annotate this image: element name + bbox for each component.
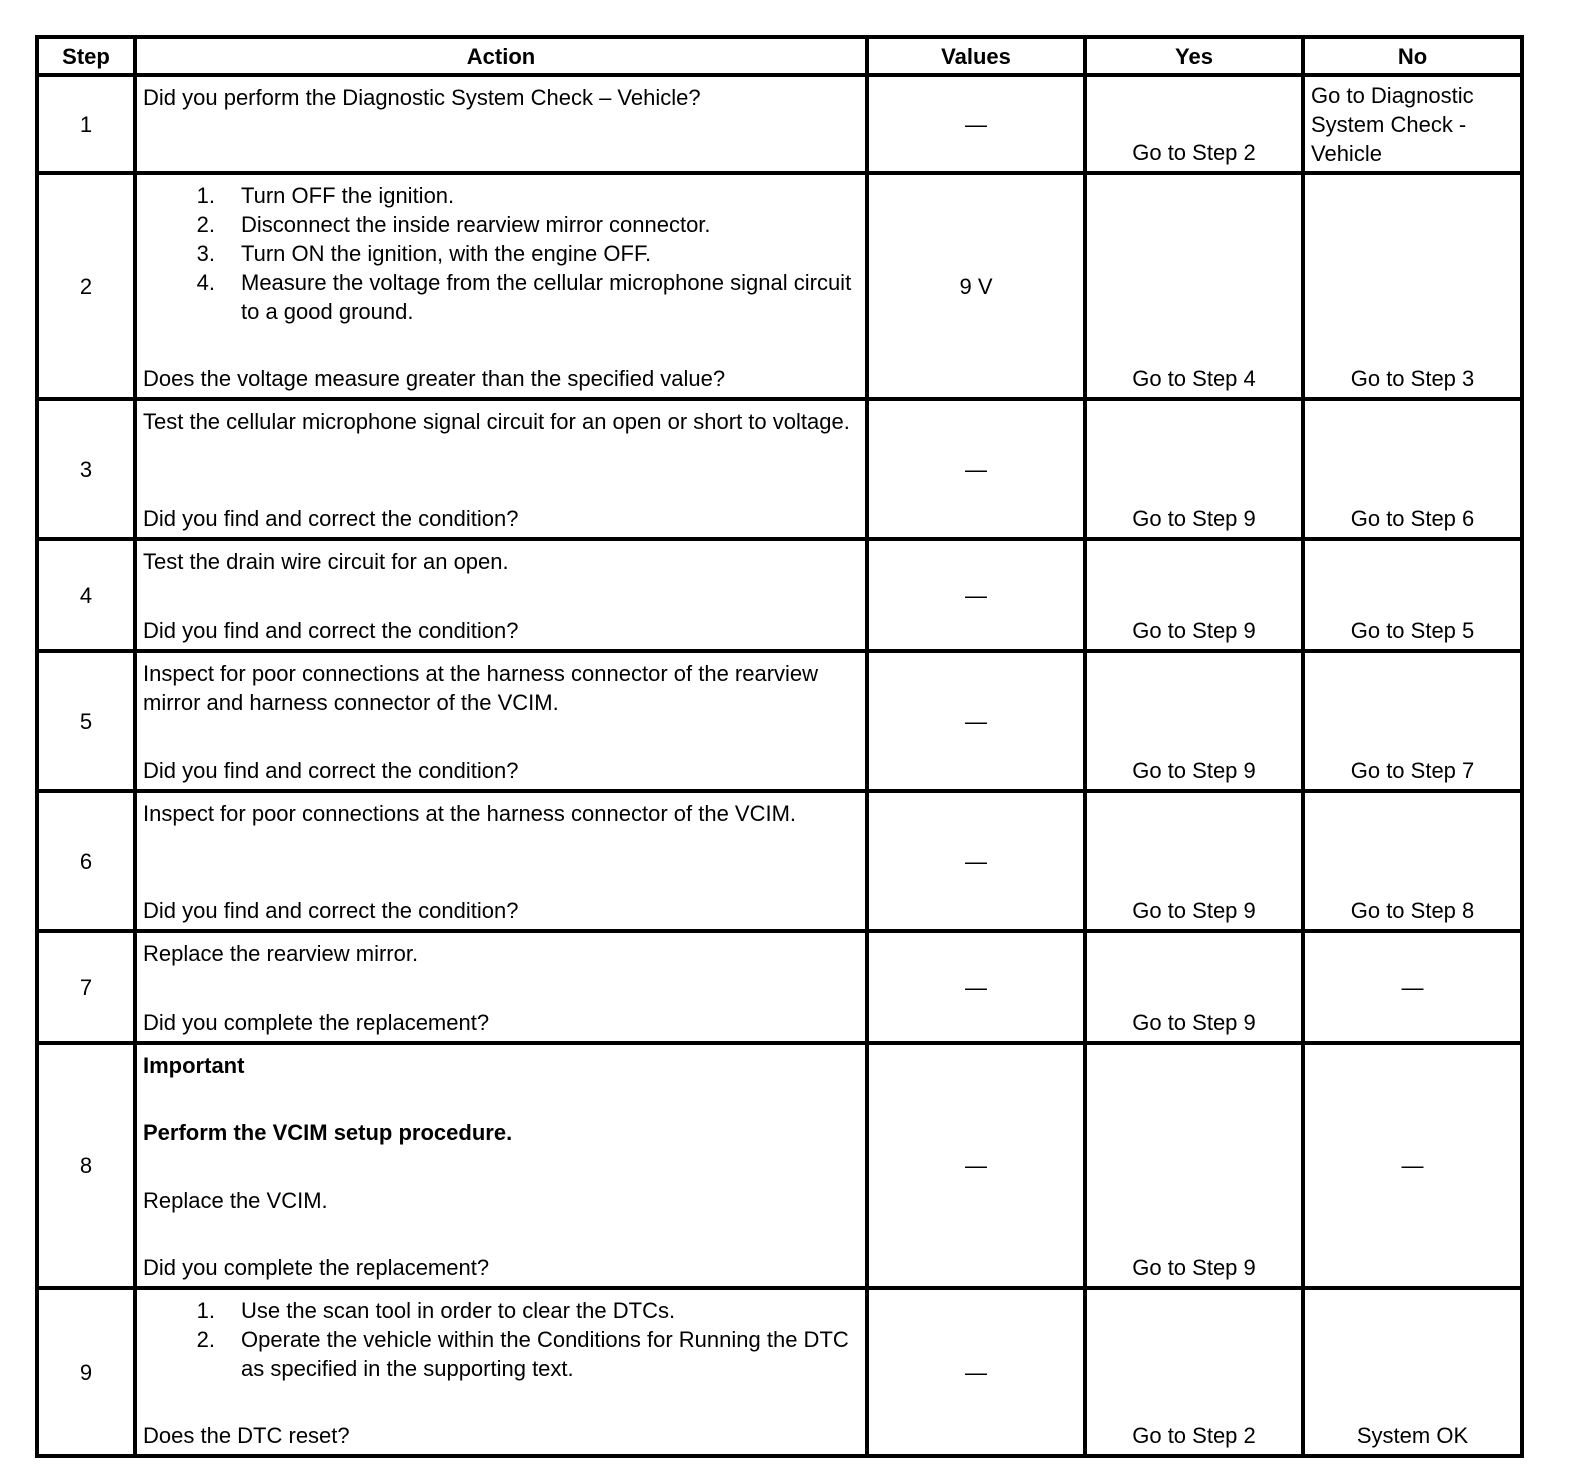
question-text: Does the voltage measure greater than the specified value? — [143, 366, 726, 391]
question-text: Did you complete the replacement? — [143, 1010, 490, 1035]
no-line: System Check - — [1311, 112, 1467, 137]
yes-cell: Go to Step 9 — [1085, 1043, 1303, 1288]
step-number: 4 — [37, 539, 135, 651]
no-cell: — — [1303, 1043, 1522, 1288]
yes-cell: Go to Step 9 — [1085, 399, 1303, 539]
yes-cell: Go to Step 4 — [1085, 173, 1303, 399]
no-cell: Go to Step 8 — [1303, 791, 1522, 931]
table-row — [37, 1043, 1522, 1288]
no-cell: Go to Step 6 — [1303, 399, 1522, 539]
step-number: 5 — [37, 651, 135, 791]
action-cell — [135, 1288, 867, 1456]
header-values: Values — [867, 37, 1085, 75]
header-action: Action — [135, 37, 867, 75]
action-cell — [135, 539, 867, 651]
action-cell — [135, 399, 867, 539]
action-text: Inspect for poor connections at the harness connector of the rearview mirror and harness connector of the VCIM. — [143, 661, 819, 715]
values-cell: — — [867, 539, 1085, 651]
values-cell: — — [867, 931, 1085, 1043]
table-row — [37, 173, 1522, 399]
yes-cell: Go to Step 9 — [1085, 791, 1303, 931]
action-cell — [135, 173, 867, 399]
values-cell: — — [867, 1043, 1085, 1288]
important-label: Important — [143, 1053, 245, 1078]
values-cell: 9 V — [867, 173, 1085, 399]
yes-text: Go to Step 2 — [1132, 140, 1256, 165]
important-note: Perform the VCIM setup procedure. — [143, 1120, 513, 1146]
no-cell: Go to Step 7 — [1303, 651, 1522, 791]
header-row — [37, 37, 1522, 75]
step-number: 2 — [37, 173, 135, 399]
no-cell: Go to Step 3 — [1303, 173, 1522, 399]
question-text: Did you find and correct the condition? — [143, 758, 519, 783]
action-cell — [135, 791, 867, 931]
yes-cell: Go to Step 2 — [1085, 1288, 1303, 1456]
table-row — [37, 791, 1522, 931]
yes-cell: Go to Step 9 — [1085, 931, 1303, 1043]
substep: 1. Use the scan tool in order to clear the DTCs. — [196, 1298, 676, 1323]
action-cell — [135, 931, 867, 1043]
values-cell: — — [867, 651, 1085, 791]
yes-cell: Go to Step 9 — [1085, 539, 1303, 651]
table-row — [37, 539, 1522, 651]
step-number: 3 — [37, 399, 135, 539]
action-cell — [135, 75, 867, 173]
substep-list — [143, 1296, 859, 1383]
step-number: 6 — [37, 791, 135, 931]
question-text: Does the DTC reset? — [143, 1423, 350, 1448]
action-text: Replace the rearview mirror. — [143, 941, 419, 966]
header-yes: Yes — [1085, 37, 1303, 75]
step-number: 9 — [37, 1288, 135, 1456]
values-cell: — — [867, 791, 1085, 931]
no-cell: System OK — [1303, 1288, 1522, 1456]
substep: 2. Operate the vehicle within the Conditions for Running the DTC as specified in the supporting text. — [196, 1327, 849, 1381]
question-text: Did you find and correct the condition? — [143, 506, 519, 531]
substep: 2. Disconnect the inside rearview mirror connector. — [196, 212, 711, 237]
diagnostic-table — [35, 35, 1524, 1458]
no-line: Go to Diagnostic — [1311, 83, 1474, 108]
action-text: Test the drain wire circuit for an open. — [143, 549, 509, 574]
no-cell: — — [1303, 931, 1522, 1043]
header-step: Step — [37, 37, 135, 75]
table-row — [37, 651, 1522, 791]
values-cell: — — [867, 1288, 1085, 1456]
step-number: 8 — [37, 1043, 135, 1288]
values-cell: — — [867, 399, 1085, 539]
action-text: Inspect for poor connections at the harness connector of the VCIM. — [143, 801, 797, 826]
no-cell — [1303, 75, 1522, 173]
action-cell — [135, 1043, 867, 1288]
substep-list — [143, 181, 859, 326]
substep: 3. Turn ON the ignition, with the engine OFF. — [196, 241, 652, 266]
step-number: 7 — [37, 931, 135, 1043]
yes-cell: Go to Step 9 — [1085, 651, 1303, 791]
action-text: Test the cellular microphone signal circuit for an open or short to voltage. — [143, 409, 850, 434]
substep: 4. Measure the voltage from the cellular microphone signal circuit to a good ground. — [196, 270, 852, 324]
table-row — [37, 1288, 1522, 1456]
question-text: Did you find and correct the condition? — [143, 898, 519, 923]
table-row — [37, 931, 1522, 1043]
no-line: Vehicle — [1311, 141, 1382, 166]
header-no: No — [1303, 37, 1522, 75]
table-row — [37, 399, 1522, 539]
no-cell: Go to Step 5 — [1303, 539, 1522, 651]
action-text: Did you perform the Diagnostic System Check – Vehicle? — [143, 85, 701, 110]
table-row — [37, 75, 1522, 173]
question-text: Did you find and correct the condition? — [143, 618, 519, 643]
yes-cell — [1085, 75, 1303, 173]
step-number: 1 — [37, 75, 135, 173]
action-text: Replace the VCIM. — [143, 1187, 328, 1213]
values-cell: — — [867, 75, 1085, 173]
action-cell — [135, 651, 867, 791]
question-text: Did you complete the replacement? — [143, 1254, 490, 1280]
substep: 1. Turn OFF the ignition. — [196, 183, 455, 208]
